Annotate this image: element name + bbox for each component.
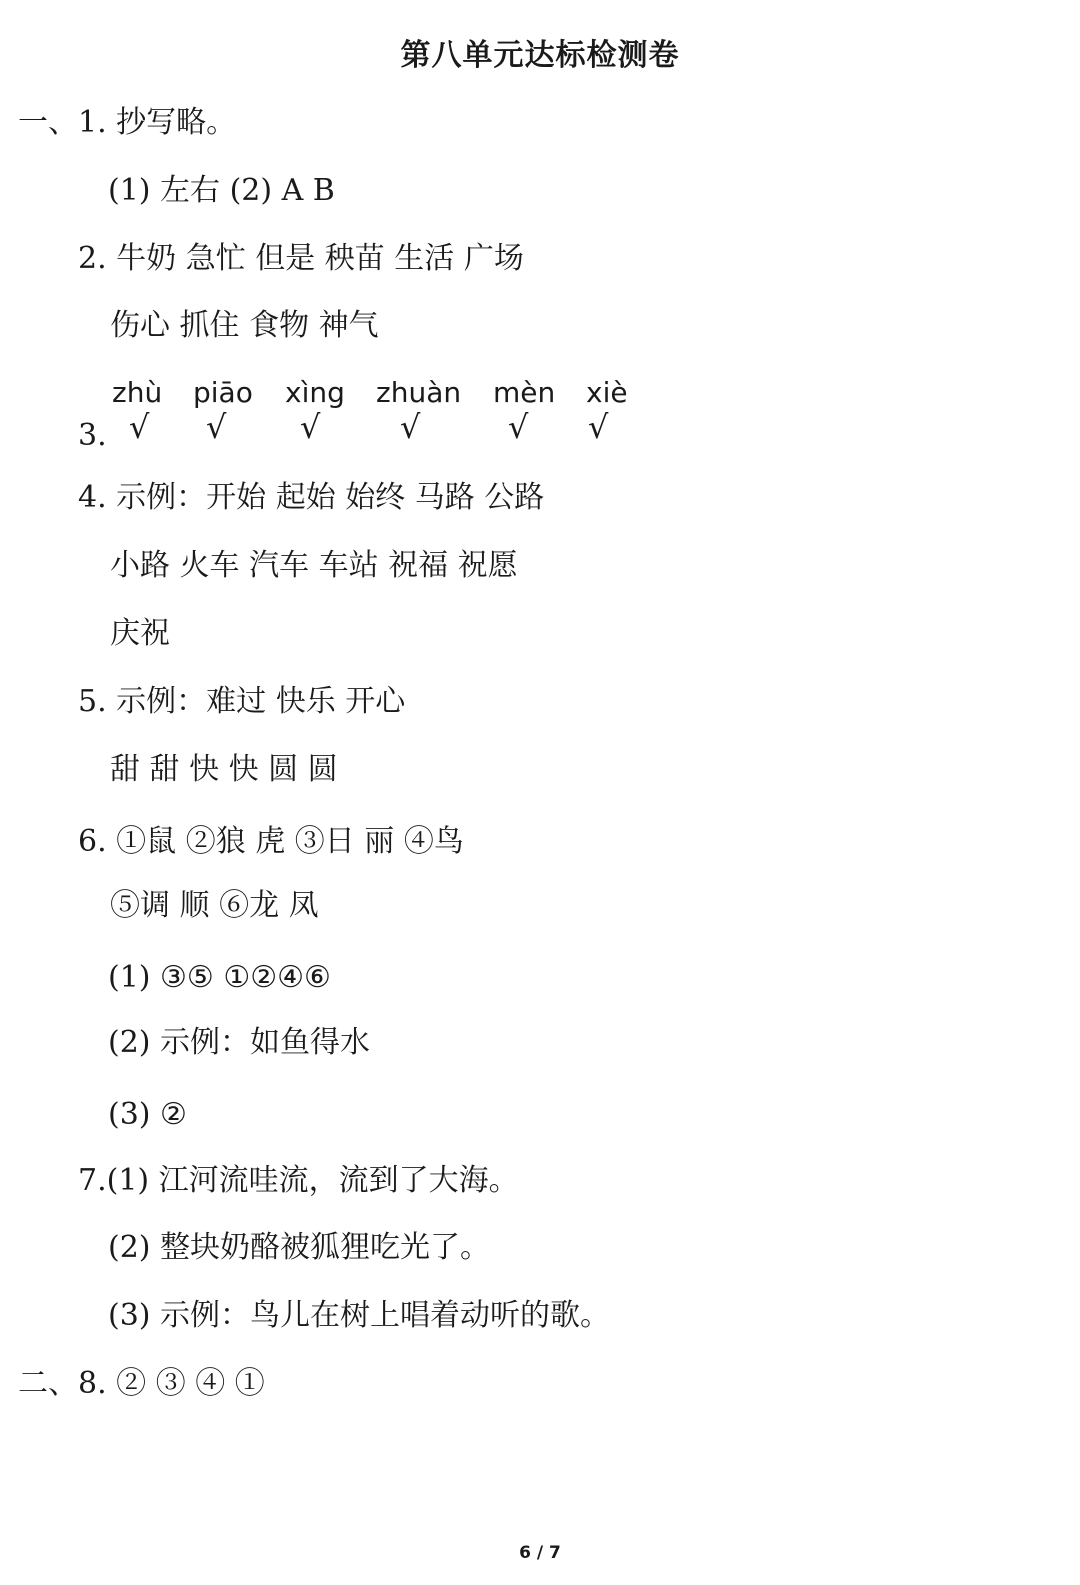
page-title: 第八单元达标检测卷 (400, 38, 680, 73)
answer-line-2: 2. 牛奶 急忙 但是 秧苗 生活 广场 (78, 241, 524, 276)
answer-line-5: 5. 示例：难过 快乐 开心 (78, 684, 406, 719)
answer-line-5-cont: 甜 甜 快 快 圆 圆 (110, 752, 338, 787)
answer-line-6-sub-1: (1) ③⑤ ①②④⑥ (108, 960, 331, 995)
answer-line-4: 4. 示例：开始 起始 始终 马路 公路 (78, 480, 545, 515)
check-mark-2: √ (206, 408, 227, 446)
check-mark-3: √ (300, 408, 321, 446)
answer-line-8: 二、8. ② ③ ④ ① (18, 1366, 265, 1401)
check-mark-5: √ (508, 408, 529, 446)
check-mark-6: √ (588, 408, 609, 446)
answer-line-6-cont: ⑤调 顺 ⑥龙 凤 (110, 888, 319, 923)
pinyin-1: zhù (112, 376, 163, 409)
answer-line-6: 6. ①鼠 ②狼 虎 ③日 丽 ④鸟 (78, 824, 464, 859)
pinyin-6: xiè (586, 376, 628, 409)
answer-line-7-sub-2: (2) 整块奶酪被狐狸吃光了。 (108, 1230, 491, 1265)
answer-line-1: 一、1. 抄写略。 (18, 105, 237, 140)
pinyin-5: mèn (493, 376, 556, 409)
answer-line-4-cont: 小路 火车 汽车 车站 祝福 祝愿 (110, 548, 518, 583)
page-number: 6 / 7 (519, 1543, 561, 1563)
answer-line-4-cont-2: 庆祝 (110, 616, 170, 651)
answer-line-7: 7.(1) 江河流哇流，流到了大海。 (78, 1163, 519, 1198)
pinyin-3: xìng (285, 376, 345, 409)
answer-line-2-cont: 伤心 抓住 食物 神气 (110, 308, 379, 343)
answer-line-6-sub-3: (3) ② (108, 1097, 187, 1132)
check-mark-1: √ (129, 408, 150, 446)
answer-line-1-sub: (1) 左右 (2) A B (108, 173, 335, 208)
answer-line-7-sub-3: (3) 示例：鸟儿在树上唱着动听的歌。 (108, 1298, 611, 1333)
pinyin-2: piāo (193, 376, 253, 409)
pinyin-4: zhuàn (376, 376, 462, 409)
answer-line-6-sub-2: (2) 示例：如鱼得水 (108, 1025, 371, 1060)
check-mark-4: √ (400, 408, 421, 446)
answer-line-3-number: 3. (78, 418, 107, 453)
